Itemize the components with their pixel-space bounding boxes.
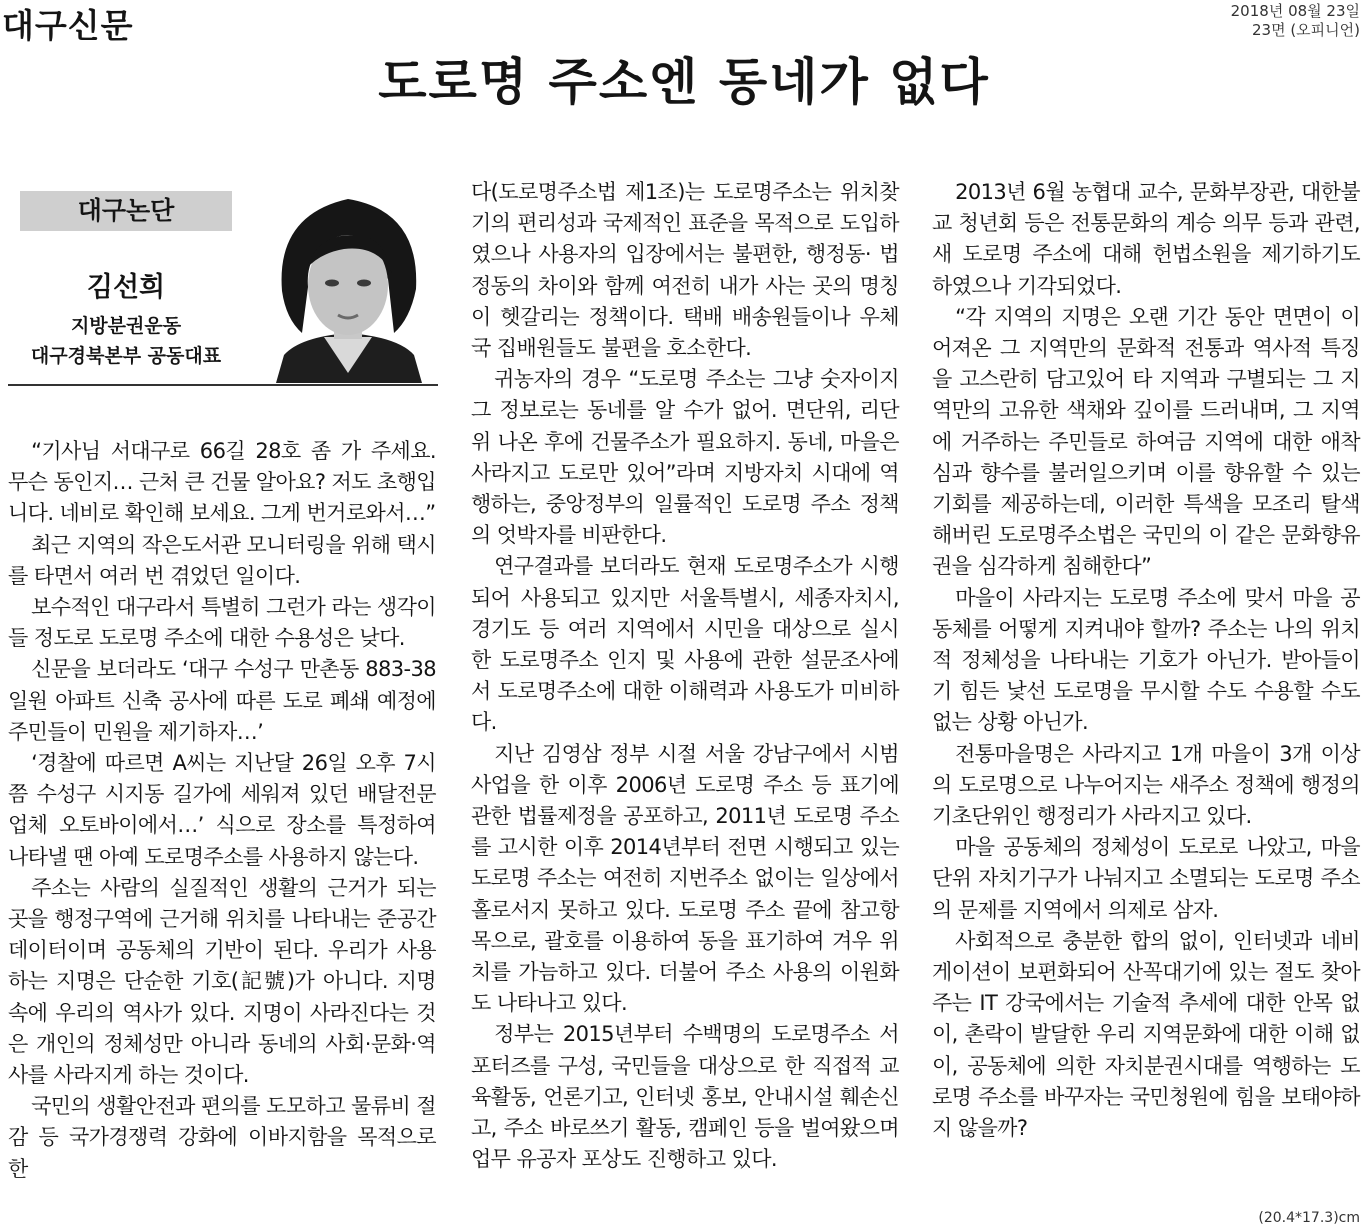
paragraph: 연구결과를 보더라도 현재 도로명주소가 시행되어 사용되고 있지만 서울특별시, 세종자치시, 경기도 등 여러 지역에서 시민을 대상으로 실시한 도로명주소 인지 및 사용에 관한 설문조사에서 도로명주소에 대한 이해력과 사용도가 미비하다. [471, 554, 899, 735]
paragraph-continued: 다(도로명주소법 제1조)는 도로명주소는 위치찾기의 편리성과 국제적인 표준을 목적으로 도입하였으나 사용자의 입장에서는 불편한, 행정동· 법정동의 차이와 함께 여전히 내가 사는 곳의 명칭이 헷갈리는 정책이다. 택배 배송원들이나 우체국 집배원들도 불편을 호소한다. [471, 180, 899, 361]
paragraph: 전통마을명은 사라지고 1개 마을이 3개 이상의 도로명으로 나누어지는 새주소 정책에 행정의 기초단위인 행정리가 사라지고 있다. [932, 741, 1360, 829]
author-portrait [260, 187, 438, 383]
article-column-2 [471, 177, 899, 1176]
paragraph: 귀농자의 경우 “도로명 주소는 그냥 숫자이지 그 정보로는 동네를 알 수가 없어. 면단위, 리단위 나온 후에 건물주소가 필요하지. 동네, 마을은 사라지고 도로만 있어”라며 지방자치 시대에 역행하는, 중앙정부의 일률적인 도로명 주소 정책의 엇박자를 비판한다. [471, 367, 899, 548]
paragraph: 주소는 사람의 실질적인 생활의 근거가 되는 곳을 행정구역에 근거해 위치를 나타내는 준공간데이터이며 공동체의 기반이 된다. 우리가 사용하는 지명은 단순한 기호(記號)가 아니다. 지명 속에 우리의 역사가 있다. 지명이 사라진다는 것은 개인의 정체성만 아니라 동네의 사회·문화·역사를 사라지게 하는 것이다. [8, 875, 436, 1088]
article-column-1 [8, 436, 436, 1185]
paragraph: “기사님 서대구로 66길 28호 좀 가 주세요. 무슨 동인지… 근처 큰 건물 알아요? 저도 초행입니다. 네비로 확인해 보세요. 그게 번거로와서…” [8, 439, 436, 526]
paragraph: 2013년 6월 농협대 교수, 문화부장관, 대한불교 청년회 등은 전통문화의 계승 의무 등과 관련, 새 도로명 주소에 대해 헌법소원을 제기하기도 하였으나 기각되었다. [932, 180, 1360, 298]
paragraph: 국민의 생활안전과 편의를 도모하고 물류비 절감 등 국가경쟁력 강화에 이바지함을 목적으로 한 [8, 1094, 436, 1181]
paragraph: 마을이 사라지는 도로명 주소에 맞서 마을 공동체를 어떻게 지켜내야 할까? 주소는 나의 위치적 정체성을 나타내는 기호가 아닌가. 받아들이기 힘든 낯선 도로명을 무시할 수도 수용할 수도 없는 상황 아닌가. [932, 585, 1360, 735]
paragraph: 보수적인 대구라서 특별히 그런가 라는 생각이 들 정도로 도로명 주소에 대한 수용성은 낮다. [8, 595, 436, 651]
paragraph: 신문을 보더라도 ‘대구 수성구 만촌동 883-38 일원 아파트 신축 공사에 따른 도로 폐쇄 예정에 주민들이 민원을 제기하자…’ [8, 657, 436, 744]
author-role [12, 311, 240, 371]
paragraph: 사회적으로 충분한 합의 없이, 인터넷과 네비게이션이 보편화되어 산꼭대기에 있는 절도 찾아주는 IT 강국에서는 기술적 추세에 대한 안목 없이, 촌락이 발달한 우리 지역문화에 대한 이해 없이, 공동체에 의한 자치분권시대를 역행하는 도로명 주소를 바꾸자는 국민청원에 힘을 보태야하지 않을까? [932, 928, 1360, 1141]
page-section: 23면 (오피니언) [1251, 21, 1360, 39]
publication-date: 2018년 08월 23일 [1230, 2, 1360, 20]
author-name: 김선희 [86, 272, 166, 303]
article-column-3 [932, 177, 1360, 1144]
paragraph: “각 지역의 지명은 오랜 기간 동안 면면이 이어져온 그 지역만의 문화적 전통과 역사적 특징을 고스란히 담고있어 타 지역과 구별되는 그 지역만의 고유한 색채와 깊이를 드러내며, 그 지역에 거주하는 주민들로 하여금 지역에 대한 애착심과 향수를 불러일으키며 이를 향유할 수 있는 기회를 제공하는데, 이러한 특색을 모조리 탈색해버린 도로명주소법은 국민의 이 같은 문화향유권을 심각하게 침해한다” [932, 304, 1360, 579]
paragraph: 정부는 2015년부터 수백명의 도로명주소 서포터즈를 구성, 국민들을 대상으로 한 직접적 교육활동, 언론기고, 인터넷 홍보, 안내시설 훼손신고, 주소 바로쓰기 활동, 캠페인 등을 벌여왔으며 업무 유공자 포상도 진행하고 있다. [471, 1022, 899, 1172]
publication-meta [1231, 2, 1360, 40]
print-size-note: (20.4*17.3)cm [1258, 1210, 1360, 1226]
paragraph: 마을 공동체의 정체성이 도로로 나았고, 마을단위 자치기구가 나눠지고 소멸되는 도로명 주소의 문제를 지역에서 의제로 삼자. [932, 835, 1360, 922]
newspaper-masthead: 대구신문 [2, 6, 134, 45]
author-role-line2: 대구경북본부 공동대표 [30, 345, 222, 367]
column-tag: 대구논단 [20, 191, 232, 231]
author-role-line1: 지방분권운동 [70, 315, 182, 337]
article-headline: 도로명 주소엔 동네가 없다 [378, 53, 990, 111]
paragraph: 최근 지역의 작은도서관 모니터링을 위해 택시를 타면서 여러 번 겪었던 일이다. [8, 532, 436, 588]
paragraph: 지난 김영삼 정부 시절 서울 강남구에서 시범사업을 한 이후 2006년 도로명 주소 등 표기에 관한 법률제정을 공포하고, 2011년 도로명 주소를 고시한 이후 2014년부터 전면 시행되고 있는 도로명 주소는 여전히 지번주소 없이는 일상에서 홀로서지 못하고 있다. 도로명 주소 끝에 참고항목으로, 괄호를 이용하여 동을 표기하여 겨우 위치를 가늠하고 있다. 더불어 주소 사용의 이원화도 나타나고 있다. [471, 741, 899, 1016]
paragraph: ‘경찰에 따르면 A씨는 지난달 26일 오후 7시쯤 수성구 시지동 길가에 세워져 있던 배달전문업체 오토바이에서…’ 식으로 장소를 특정하여 나타낼 땐 아예 도로명주소를 사용하지 않는다. [8, 751, 436, 869]
byline-box [8, 181, 438, 386]
